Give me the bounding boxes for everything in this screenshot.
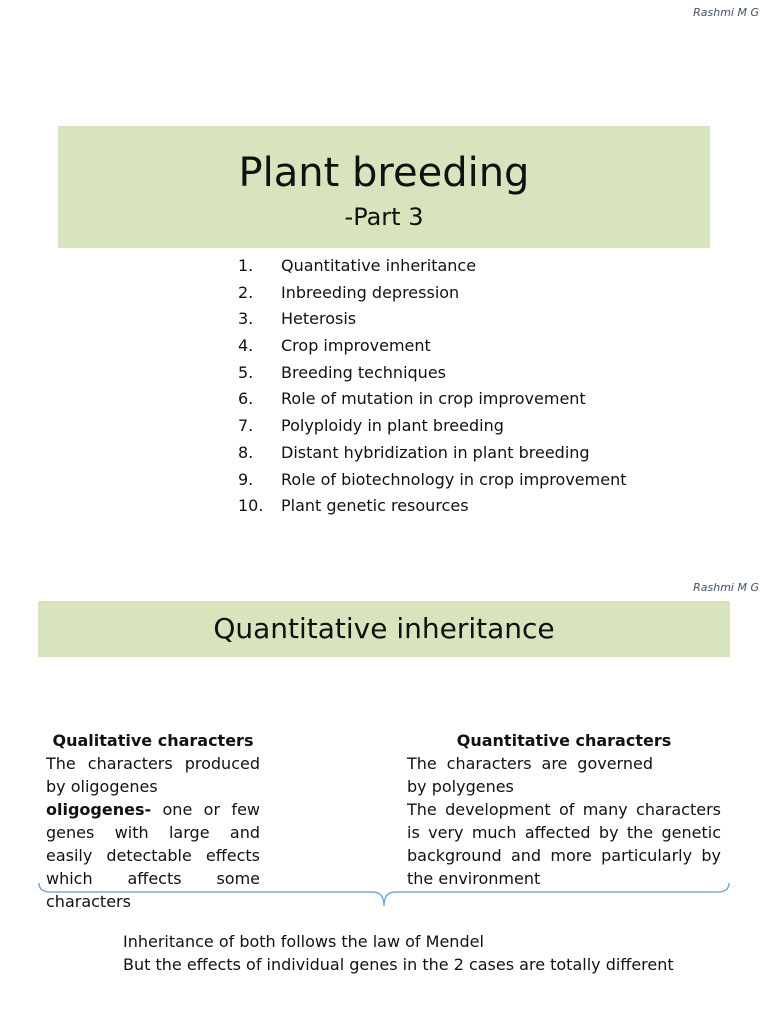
list-text: Role of biotechnology in crop improvement [281,469,627,489]
list-number: 2. [238,282,254,302]
list-text: Breeding techniques [281,362,446,382]
author-credit: Rashmi M G [693,6,759,19]
list-text: Plant genetic resources [281,496,469,516]
quantitative-column [407,729,721,890]
slide-subtitle: -Part 3 [344,203,424,231]
qualitative-definition: The characters produced by oligogenes [46,754,260,796]
quantitative-definition: The characters are governed by polygenes [407,754,653,796]
list-item [238,413,626,440]
list-item [238,253,626,280]
list-item [238,440,626,467]
list-item [238,306,626,333]
list-item [238,386,626,413]
summary-line: Inheritance of both follows the law of Mendel [123,932,484,951]
list-number: 8. [238,442,254,462]
summary-line: But the effects of individual genes in the 2 cases are totally different [123,955,674,974]
list-number: 6. [238,389,254,409]
summary-text [123,930,674,976]
slide-title: Quantitative inheritance [213,612,555,645]
list-number: 5. [238,362,254,382]
list-item [238,280,626,307]
quantitative-heading: Quantitative characters [456,731,672,750]
list-text: Polyploidy in plant breeding [281,416,504,436]
oligogenes-description: one or few genes with large and easily detectable effects which affects some characters [46,800,260,911]
title-band [58,126,710,248]
brace-path [39,883,729,906]
qualitative-heading: Qualitative characters [52,731,254,750]
quantitative-description: The development of many characters is very much affected by the genetic background and more particularly by the environment [407,800,721,888]
list-text: Inbreeding depression [281,282,460,302]
list-item [238,493,626,520]
list-number: 1. [238,256,254,275]
oligogenes-term: oligogenes- [46,800,152,819]
slide-title: Plant breeding [238,150,530,196]
author-credit: Rashmi M G [693,581,759,594]
list-number: 10. [238,496,264,516]
list-number: 9. [238,469,254,489]
list-text: Distant hybridization in plant breeding [281,442,590,462]
list-text: Crop improvement [281,336,431,356]
list-item [238,333,626,360]
list-item [238,467,626,494]
list-text: Quantitative inheritance [281,256,477,275]
list-number: 4. [238,336,254,356]
list-number: 3. [238,309,254,329]
list-text: Role of mutation in crop improvement [281,389,586,409]
topics-list [238,253,626,520]
title-band [38,601,730,657]
curly-brace-icon [38,882,730,908]
list-number: 7. [238,416,254,436]
slide-quantitative-inheritance [0,574,768,1024]
list-item [238,360,626,387]
list-text: Heterosis [281,309,357,329]
